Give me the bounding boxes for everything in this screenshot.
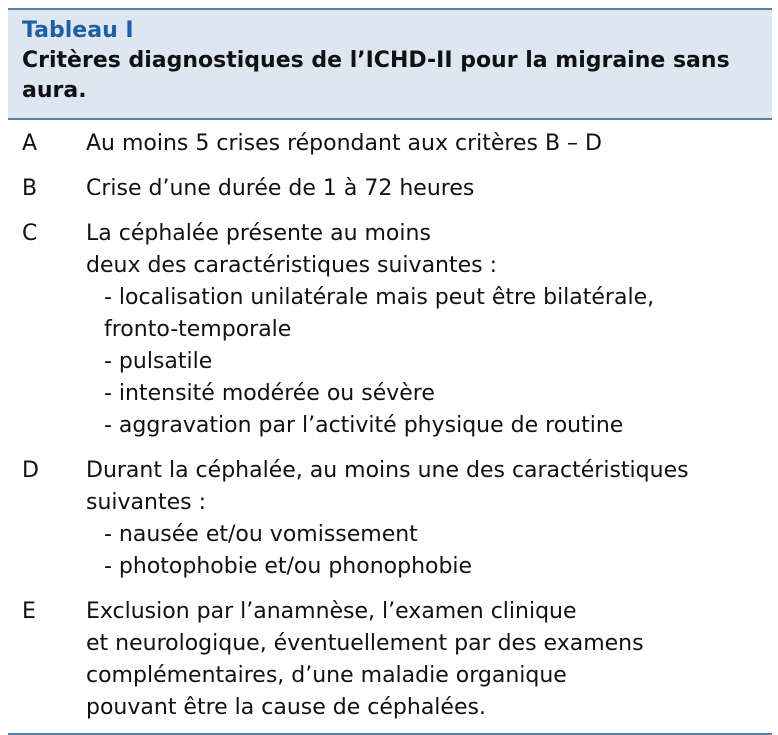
criterion-line: Exclusion par l’anamnèse, l’examen clinique	[86, 599, 577, 624]
criterion-text	[86, 128, 772, 160]
table-title: Critères diagnostiques de l’ICHD-II pour la migraine sans aura.	[22, 48, 730, 103]
table-body	[8, 120, 772, 724]
criterion-row-d	[8, 455, 772, 583]
criterion-text	[86, 218, 772, 442]
criterion-letter: A	[22, 131, 38, 156]
criterion-letter: E	[22, 599, 36, 624]
criterion-item: - localisation unilatérale mais peut être bilatérale,	[104, 285, 655, 310]
criterion-line: Durant la céphalée, au moins une des caractéristiques	[86, 458, 689, 483]
criterion-letter: B	[22, 176, 38, 201]
criterion-line: Crise d’une durée de 1 à 72 heures	[86, 176, 475, 201]
criterion-row-e	[8, 596, 772, 724]
criterion-item: fronto-temporale	[104, 317, 292, 342]
criterion-line: deux des caractéristiques suivantes :	[86, 253, 498, 278]
criterion-letter: D	[22, 458, 39, 483]
criterion-line: complémentaires, d’une maladie organique	[86, 663, 567, 688]
criterion-text	[86, 455, 772, 583]
criterion-item: - intensité modérée ou sévère	[104, 381, 435, 406]
criterion-item: - photophobie et/ou phonophobie	[104, 554, 473, 579]
criterion-text	[86, 173, 772, 205]
criterion-line: pouvant être la cause de céphalées.	[86, 695, 486, 720]
criterion-row-c	[8, 218, 772, 442]
table-label: Tableau I	[22, 18, 134, 43]
criterion-letter: C	[22, 221, 38, 246]
criterion-row-a	[8, 128, 772, 160]
criterion-text	[86, 596, 772, 724]
criterion-row-b	[8, 173, 772, 205]
criterion-item: - nausée et/ou vomissement	[104, 522, 418, 547]
criterion-item: - aggravation par l’activité physique de routine	[104, 413, 624, 438]
criterion-item: - pulsatile	[104, 349, 213, 374]
criterion-line: La céphalée présente au moins	[86, 221, 431, 246]
table-header	[8, 10, 772, 118]
criterion-line: et neurologique, éventuellement par des examens	[86, 631, 644, 656]
criterion-line: Au moins 5 crises répondant aux critères B – D	[86, 131, 602, 156]
criterion-line: suivantes :	[86, 490, 206, 515]
criteria-table	[8, 8, 772, 735]
